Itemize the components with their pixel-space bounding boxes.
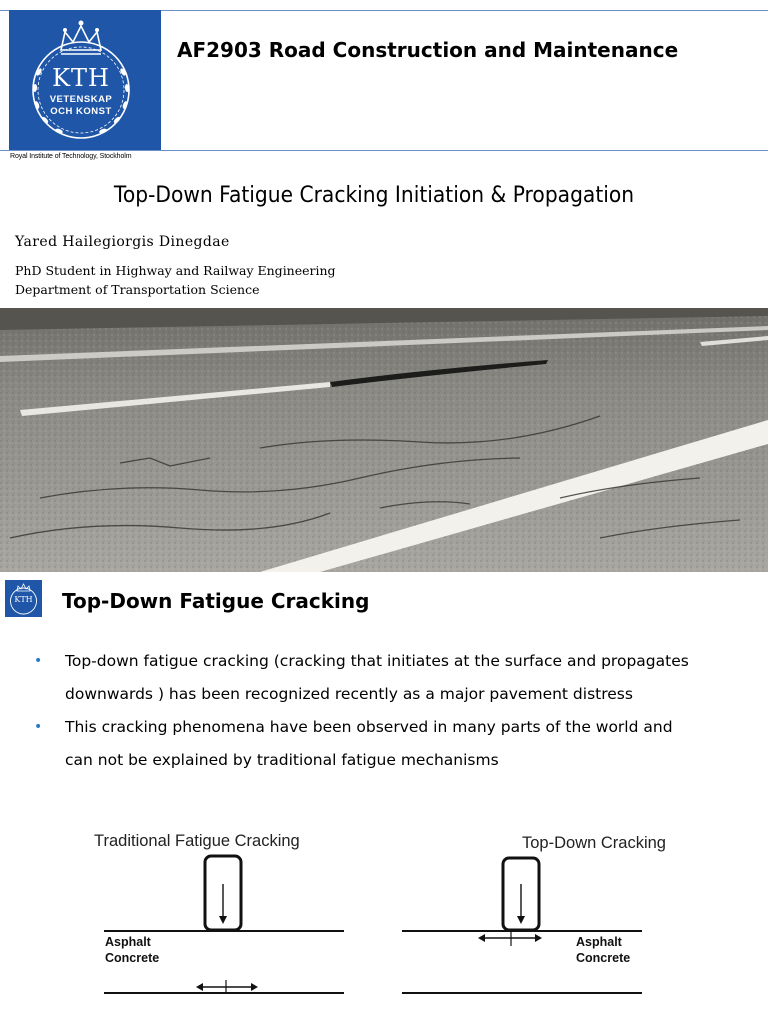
bullet-item — [34, 645, 754, 711]
right-layer-label — [576, 934, 630, 966]
header-bottom-rule — [0, 150, 768, 151]
kth-logo — [9, 10, 161, 150]
kth-logo-motto-2: OCH KONST — [50, 106, 112, 117]
traditional-diagram — [104, 856, 344, 993]
left-layer-label-line: Concrete — [105, 951, 160, 965]
presentation-title: Top-Down Fatigue Cracking Initiation & Propagation — [113, 183, 635, 208]
kth-logo-small — [5, 580, 42, 617]
kth-logo-text: KTH — [52, 64, 110, 92]
right-layer-label-line: Concrete — [576, 951, 631, 965]
bullet-item — [34, 711, 754, 777]
top-down-diagram — [402, 858, 642, 993]
traditional-cracking-label: Traditional Fatigue Cracking — [94, 832, 300, 850]
logo-caption: Royal Institute of Technology, Stockholm — [10, 153, 132, 160]
top-down-cracking-label: Top-Down Cracking — [522, 834, 666, 852]
kth-logo-motto-1: VETENSKAP — [49, 94, 113, 105]
course-title: AF2903 Road Construction and Maintenance — [177, 38, 679, 62]
left-layer-label — [105, 934, 159, 966]
author-name: Yared Hailegiorgis Dinegdae — [15, 234, 230, 250]
bullet-marker: • — [34, 719, 43, 735]
bullet-marker: • — [34, 653, 43, 669]
cracking-diagram — [0, 820, 768, 1024]
bullet-text-line: Top-down fatigue cracking (cracking that initiates at the surface and propagates — [65, 652, 689, 670]
affiliation-line-1: PhD Student in Highway and Railway Engineering — [15, 263, 336, 278]
left-layer-label-line: Asphalt — [105, 935, 151, 949]
right-layer-label-line: Asphalt — [576, 935, 622, 949]
affiliation-line-2: Department of Transportation Science — [15, 282, 260, 297]
bullet-text-line: downwards ) has been recognized recently as a major pavement distress — [65, 685, 633, 703]
kth-logo-small-text: KTH — [14, 595, 33, 604]
bullet-text-line: can not be explained by traditional fatigue mechanisms — [65, 751, 499, 769]
bullet-text-line: This cracking phenomena have been observed in many parts of the world and — [65, 718, 673, 736]
section-title: Top-Down Fatigue Cracking — [62, 589, 370, 613]
bullet-list — [34, 645, 754, 777]
road-photo — [0, 308, 768, 572]
